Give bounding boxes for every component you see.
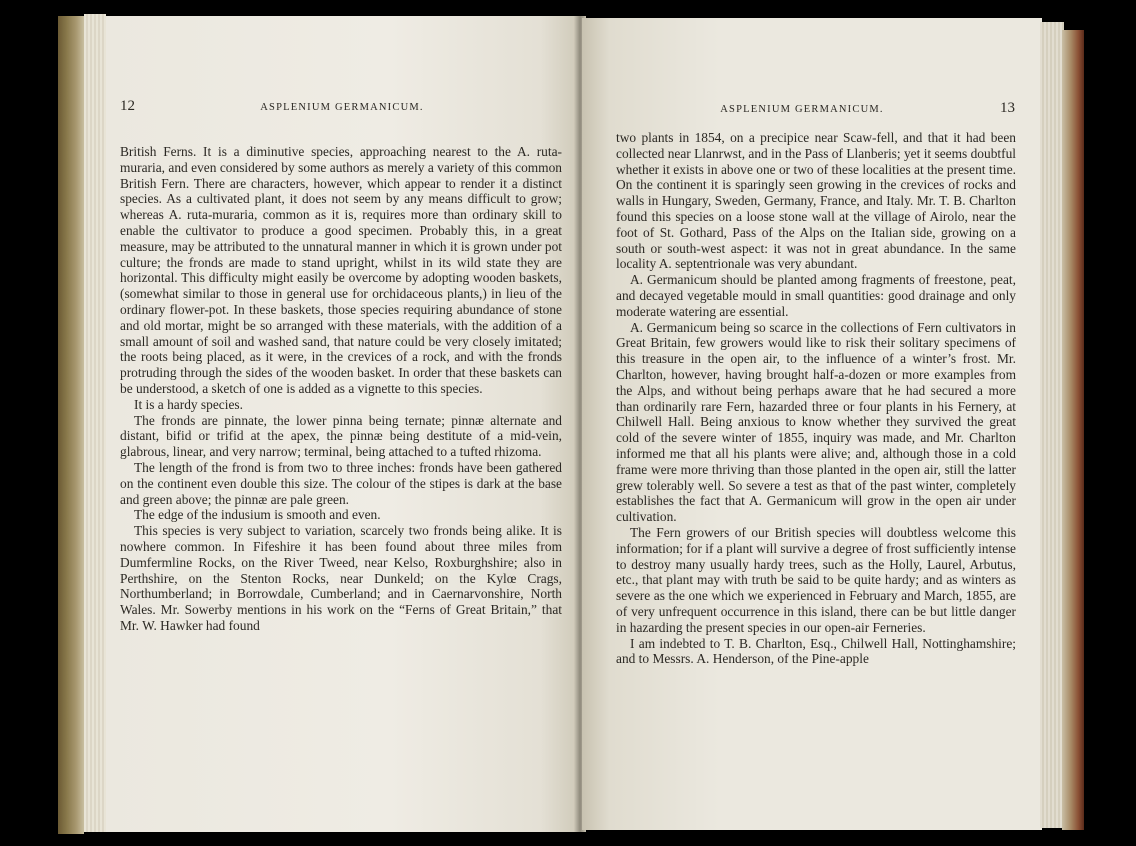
left-cover-edge [58,16,84,834]
paragraph: I am indebted to T. B. Charlton, Esq., Chilwell Hall, Nottinghamshire; and to Messrs. A. Henderson, of the Pine-apple [616,635,1016,667]
left-page-edges [84,14,106,832]
body-text [616,130,1016,667]
paragraph: two plants in 1854, on a precipice near Scaw-fell, and that it had been collected near Llanrwst, and in the Pass of Llanberis; yet it seems doubtful whether it exists in above one or two of these localities at the present time. On the continent it is sparingly seen growing in the crevices of rocks and walls in Hungary, Sweden, Germany, France, and Italy. Mr. T. B. Charlton found this species on a loose stone wall at the village of Airolo, near the foot of St. Gothard, Pass of the Alps on the Italian side, growing on a south or south-west aspect: it was not in great abundance. In the same locality A. septentrionale was very abundant. [616,130,1016,272]
running-head: ASPLENIUM GERMANICUM. [720,104,884,115]
page-number: 13 [1000,100,1015,116]
paragraph: It is a hardy species. [134,396,243,412]
paragraph: British Ferns. It is a diminutive species, approaching nearest to the A. ruta-muraria, and even considered by some authors as merely a variety of this common British Fern. There are characters, however, which appear to render it a distinct species. As a cultivated plant, it does not seem by any means difficult to grow; whereas A. ruta-muraria, common as it is, requires more than ordinary skill to enable the cultivator to produce a good specimen. Probably this, in a great measure, may be attributed to the unnatural manner in which it is grown under pot culture; the fronds are made to stand upright, whilst in its wild state they are horizontal. This difficulty might easily be overcome by adopting wooden baskets, (somewhat similar to those in general use for orchidaceous plants,) in lieu of the ordinary flower-pot. In these baskets, those species requiring abundance of stone and old mortar, might be so arranged with these materials, with the addition of a small amount of soil and washed sand, that nature could be very closely imitated; the roots being placed, as it were, in the crevices of a rock, and with the fronds protruding through the sides of the wooden basket. In order that these baskets can be understood, a sketch of one is added as a vignette to this species. [120,144,562,396]
paragraph: This species is very subject to variation, scarcely two fronds being alike. It is nowhere common. In Fifeshire it has been found about three miles from Dumfermline Rocks, on the River Tweed, near Kelso, Roxburghshire; also in Perthshire, on the Stenton Rocks, near Dunkeld; on the Kylœ Crags, Northumberland; in Borrowdale, Cumberland; and in Caernarvonshire, North Wales. Mr. Sowerby mentions in his work on the “Ferns of Great Britain,” that Mr. W. Hawker had found [120,523,562,633]
paragraph: The edge of the indusium is smooth and even. [134,507,381,523]
body-text [120,144,562,634]
paragraph: A. Germanicum should be planted among fragments of freestone, peat, and decayed vegetable mould in small quantities: good drainage and only moderate watering are essential. [616,272,1016,319]
running-head: ASPLENIUM GERMANICUM. [260,102,424,113]
page-number: 12 [120,98,135,114]
right-page-edges [1040,22,1064,828]
left-page [106,16,578,832]
paragraph: The length of the frond is from two to three inches: fronds have been gathered on the continent even double this size. The colour of the stipes is dark at the base and green above; the pinnæ are pale green. [120,459,562,507]
paragraph: The fronds are pinnate, the lower pinna being ternate; pinnæ alternate and distant, bifid or trifid at the apex, the pinnæ being destitute of a mid-vein, glabrous, linear, and very narrow; terminal, being attached to a tufted rhizoma. [120,412,562,460]
paragraph: A. Germanicum being so scarce in the collections of Fern cultivators in Great Britain, few growers would like to risk their solitary specimens of this treasure in the open air, to the influence of a winter’s frost. Mr. Charlton, however, having brought half-a-dozen or more examples from the Alps, and without being perhaps aware that he had secured a more than ordinarily rare Fern, hazarded three or four plants in his Fernery, at Chilwell Hall. Being anxious to know whether they survived the great cold of the severe winter of 1855, inquiry was made, and Mr. Charlton informed me that all his plants were alive; and, although those in a cold frame were more thriving than those planted in the open air, still the latter grew tolerably well. So severe a test as that of the past winter, completely establishes the fact that A. Germanicum will grow in the open air under cultivation. [616,319,1016,525]
paragraph: The Fern growers of our British species will doubtless welcome this information; for if a plant will survive a degree of frost sufficiently intense to destroy many usually hardy trees, such as the Holly, Laurel, Arbutus, etc., that plant may with truth be said to be quite hardy; and as winters as severe as the one which we experienced in February and March, 1855, are of very unfrequent occurrence in this island, there can be but little danger in hazarding the present species in our open-air Ferneries. [616,524,1016,635]
right-page [582,18,1042,830]
right-cover-edge [1062,30,1084,830]
